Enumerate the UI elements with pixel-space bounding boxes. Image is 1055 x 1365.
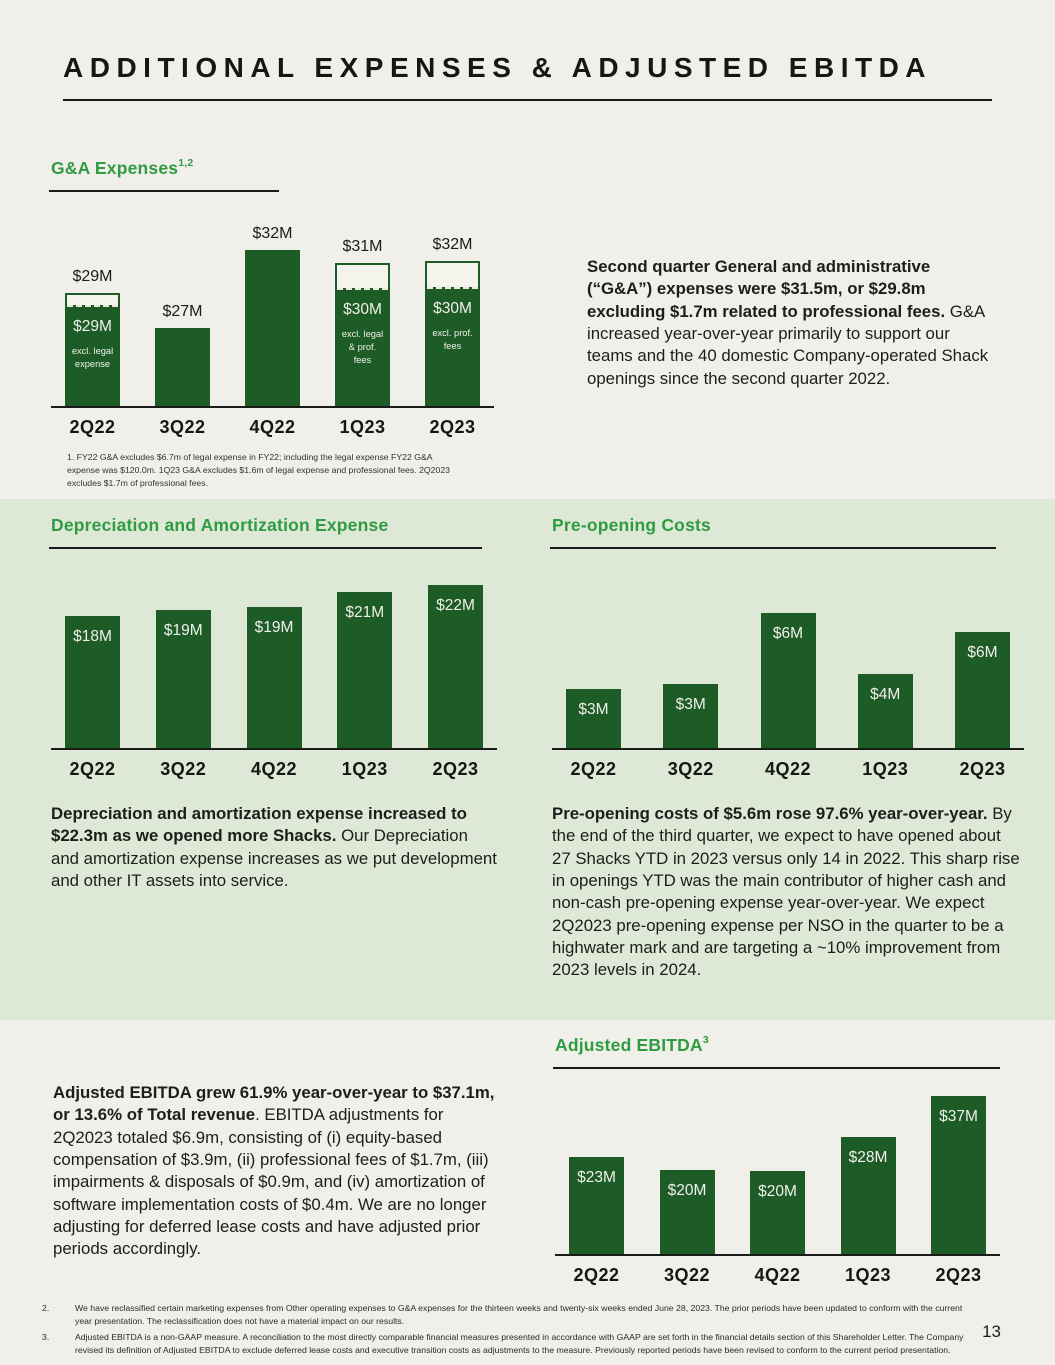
bar-value-label: $29M (73, 318, 112, 336)
x-axis-labels (552, 759, 1024, 780)
bar-value-label: $22M (436, 597, 475, 615)
x-axis (555, 1254, 1000, 1256)
bar-group-1Q23 (337, 592, 392, 748)
adjusted-amount-fill (67, 305, 118, 404)
axis-label-4Q22: 4Q22 (249, 417, 296, 438)
bar-3Q22 (663, 684, 718, 748)
bar-group-2Q22 (566, 689, 621, 748)
axis-label-4Q22: 4Q22 (250, 759, 298, 780)
bar-value-label: $23M (577, 1169, 616, 1187)
heading-text: Adjusted EBITDA (555, 1035, 703, 1055)
ebitda-paragraph (53, 1082, 500, 1261)
bar-group-2Q23 (931, 1096, 986, 1254)
bar-3Q22 (155, 328, 210, 406)
heading-divider (49, 190, 279, 192)
ebitda-section (0, 1020, 1055, 1286)
x-axis (51, 406, 494, 408)
gna-paragraph-lead: Second quarter General and administrative (“G&A”) expenses were $31.5m, or $29.8m excluding $1.7m related to professional fees. (587, 257, 946, 321)
bar-value-label: $3M (578, 701, 609, 719)
bar-exclusion-note: excl. legal expense (71, 346, 114, 370)
bar-value-label: $19M (163, 622, 203, 640)
bar-1Q23 (337, 592, 392, 748)
x-axis (552, 748, 1024, 750)
bar-group-1Q23 (335, 238, 390, 406)
bar-4Q22 (761, 613, 816, 748)
bar-group-4Q22 (750, 1171, 805, 1254)
bar-2Q23 (425, 261, 480, 406)
expenses-band (0, 499, 1055, 1020)
bar-total-label: $32M (432, 236, 473, 254)
ebitda-text-column (0, 1020, 530, 1286)
preopen-paragraph-rest: By the end of the third quarter, we expect to have opened about 27 Shacks YTD in 2023 versus only 14 in 2022. This sharp rise in openings YTD was the main contributor of higher cash and non-cash pre-opening expense year-over-year. We expect 2Q2023 pre-opening expense per NSO in the quarter to be a highwater mark and are targeting a ~10% improvement from 2023 levels in 2024. (552, 804, 1020, 980)
page-title: ADDITIONAL EXPENSES & ADJUSTED EBITDA (63, 52, 933, 83)
excluded-amount-cap (67, 295, 118, 305)
bar-group-2Q23 (428, 585, 483, 748)
bar-group-2Q22 (65, 616, 120, 748)
bar-4Q22 (247, 607, 302, 748)
bar-value-label: $6M (772, 625, 804, 643)
bar-group-3Q22 (660, 1170, 715, 1254)
footnote-3 (42, 1331, 1015, 1357)
bar-1Q23 (858, 674, 913, 748)
axis-label-1Q23: 1Q23 (862, 759, 909, 780)
bar-2Q23 (428, 585, 483, 748)
bar-value-label: $30M (343, 301, 382, 319)
page-number: 13 (982, 1322, 1001, 1341)
gna-text-column (530, 143, 1055, 490)
bar-value-label: $37M (939, 1108, 978, 1126)
bar-1Q23 (841, 1137, 896, 1254)
footnote-text: Adjusted EBITDA is a non-GAAP measure. A reconciliation to the most directly comparable financial measures presented in accordance with GAAP are set forth in the financial details section of this Shareholder Letter. The Company revised its definition of Adjusted EBITDA to exclude deferred lease costs and executive transition costs as adjustments to the measure. Previously reported periods have been revised to conform to the current period presentation. (75, 1332, 964, 1356)
da-paragraph (51, 803, 497, 892)
bar-2Q23 (931, 1096, 986, 1254)
da-paragraph-rest: Our Depreciation and amortization expense increases as we put development and other IT assets into service. (51, 826, 497, 891)
bar-group-3Q22 (156, 610, 211, 748)
bar-total-label: $31M (342, 238, 383, 256)
bar-value-label: $30M (433, 300, 472, 318)
bar-2Q22 (566, 689, 621, 748)
gna-section (0, 143, 1055, 490)
axis-label-3Q22: 3Q22 (663, 1265, 711, 1286)
bar-total-label: $32M (252, 225, 293, 243)
bar-value-label: $19M (254, 619, 294, 637)
bar-exclusion-note: excl. legal & prof. fees (341, 329, 384, 366)
plot-area (51, 576, 497, 748)
plot-area (51, 210, 494, 406)
gna-expenses-chart (51, 210, 494, 438)
plot-area (552, 576, 1024, 748)
gna-paragraph (587, 256, 991, 390)
footnote-number: 3. (42, 1332, 50, 1343)
axis-label-3Q22: 3Q22 (667, 759, 714, 780)
bar-2Q22 (65, 293, 120, 406)
bar-value-label: $6M (967, 644, 998, 662)
preopen-column (527, 499, 1054, 1020)
ebitda-paragraph-rest: . EBITDA adjustments for 2Q2023 totaled $6.9m, consisting of (i) equity-based compensation of $3.9m, (ii) professional fees of $1.7m, (iii) impairments & disposals of $0.9m, and (iv) amortization of software implementation costs of $0.4m. We are no longer adjusting for deferred lease costs and have adjusted prior periods accordingly. (53, 1105, 489, 1259)
bar-total-label: $27M (162, 303, 203, 321)
bar-group-2Q23 (955, 632, 1010, 748)
section-heading-da: Depreciation and Amortization Expense (51, 515, 389, 535)
bar-group-2Q22 (65, 268, 120, 406)
axis-label-2Q23: 2Q23 (935, 1265, 982, 1286)
footnote-reference: 1,2 (178, 157, 194, 170)
bar-exclusion-note: excl. prof. fees (432, 328, 473, 352)
bar-value-label: $21M (345, 604, 385, 622)
bar-value-label: $3M (675, 696, 706, 714)
axis-label-1Q23: 1Q23 (341, 759, 388, 780)
axis-label-2Q23: 2Q23 (429, 417, 476, 438)
preopening-costs-chart (552, 576, 1024, 780)
x-axis-labels (51, 759, 497, 780)
bar-group-4Q22 (245, 225, 300, 406)
adjusted-amount-fill (427, 287, 478, 404)
bar-group-1Q23 (841, 1137, 896, 1254)
bar-group-2Q22 (569, 1157, 624, 1254)
axis-label-2Q22: 2Q22 (573, 1265, 620, 1286)
section-heading-preopen: Pre-opening Costs (552, 515, 711, 535)
da-paragraph-lead: Depreciation and amortization expense increased to $22.3m as we opened more Shacks. (51, 804, 467, 846)
footnote-reference: 3 (702, 1034, 709, 1047)
bar-group-4Q22 (761, 613, 816, 748)
page-header (63, 50, 992, 101)
heading-divider (49, 547, 482, 549)
x-axis (51, 748, 497, 750)
adjusted-amount-fill (337, 288, 388, 404)
axis-label-4Q22: 4Q22 (754, 1265, 801, 1286)
section-heading-gna (51, 158, 494, 178)
bar-group-1Q23 (858, 674, 913, 748)
footnote-number: 2. (42, 1303, 50, 1313)
bar-group-4Q22 (247, 607, 302, 748)
bar-3Q22 (660, 1170, 715, 1254)
axis-label-2Q23: 2Q23 (432, 759, 479, 780)
bar-value-label: $20M (667, 1182, 707, 1200)
x-axis-labels (555, 1265, 1000, 1286)
bar-value-label: $18M (73, 628, 112, 646)
axis-label-2Q22: 2Q22 (69, 759, 116, 780)
section-heading-ebitda (555, 1035, 1000, 1055)
title-divider (63, 99, 992, 101)
axis-label-3Q22: 3Q22 (159, 417, 206, 438)
da-expense-chart (51, 576, 497, 780)
bar-2Q22 (569, 1157, 624, 1254)
axis-label-4Q22: 4Q22 (764, 759, 812, 780)
bar-2Q22 (65, 616, 120, 748)
axis-label-2Q22: 2Q22 (69, 417, 116, 438)
plot-area (555, 1089, 1000, 1254)
x-axis-labels (51, 417, 494, 438)
footnote-2 (42, 1302, 1015, 1328)
gna-paragraph-rest: G&A increased year-over-year primarily to support our teams and the 40 domestic Company-operated Shack openings since the second quarter 2022. (587, 301, 989, 388)
chart-footnote: 1. FY22 G&A excludes $6.7m of legal expense in FY22; including the legal expense FY22 G&A expense was $120.0m. 1Q23 G&A excludes $1.6m of legal expense and professional fees. 2Q2023 excludes $1.7m of professional fees. (67, 452, 450, 489)
adjusted-ebitda-chart (555, 1089, 1000, 1286)
axis-label-2Q22: 2Q22 (570, 759, 617, 780)
preopen-paragraph-lead: Pre-opening costs of $5.6m rose 97.6% year-over-year. (552, 804, 988, 824)
axis-label-3Q22: 3Q22 (160, 759, 207, 780)
bar-4Q22 (245, 250, 300, 406)
bar-3Q22 (156, 610, 211, 748)
bar-value-label: $20M (758, 1183, 797, 1201)
excluded-amount-cap (427, 263, 478, 287)
bar-group-2Q23 (425, 236, 480, 406)
bar-2Q23 (955, 632, 1010, 748)
ebitda-chart-column (530, 1020, 1055, 1286)
excluded-amount-cap (337, 265, 388, 288)
bar-group-3Q22 (155, 303, 210, 406)
bar-total-label: $29M (72, 268, 113, 286)
axis-label-1Q23: 1Q23 (844, 1265, 892, 1286)
bar-4Q22 (750, 1171, 805, 1254)
bar-value-label: $4M (870, 686, 901, 704)
heading-divider (553, 1067, 1000, 1069)
footnote-text: We have reclassified certain marketing expenses from Other operating expenses to G&A expenses for the thirteen weeks and twenty-six weeks ended June 28, 2023. The prior periods have been updated to conform with the current year presentation. The reclassification does not have a material impact on our results. (75, 1303, 963, 1327)
ebitda-paragraph-lead: Adjusted EBITDA grew 61.9% year-over-year to $37.1m, or 13.6% of Total revenue (53, 1083, 495, 1125)
page-footer (42, 1302, 1015, 1360)
heading-divider (550, 547, 996, 549)
gna-chart-column (0, 143, 530, 490)
bar-value-label: $28M (848, 1149, 888, 1167)
da-column (0, 499, 527, 1020)
bar-1Q23 (335, 263, 390, 406)
axis-label-1Q23: 1Q23 (339, 417, 386, 438)
axis-label-2Q23: 2Q23 (959, 759, 1006, 780)
heading-text: G&A Expenses (51, 158, 179, 178)
bar-group-3Q22 (663, 684, 718, 748)
preopen-paragraph (552, 803, 1024, 982)
